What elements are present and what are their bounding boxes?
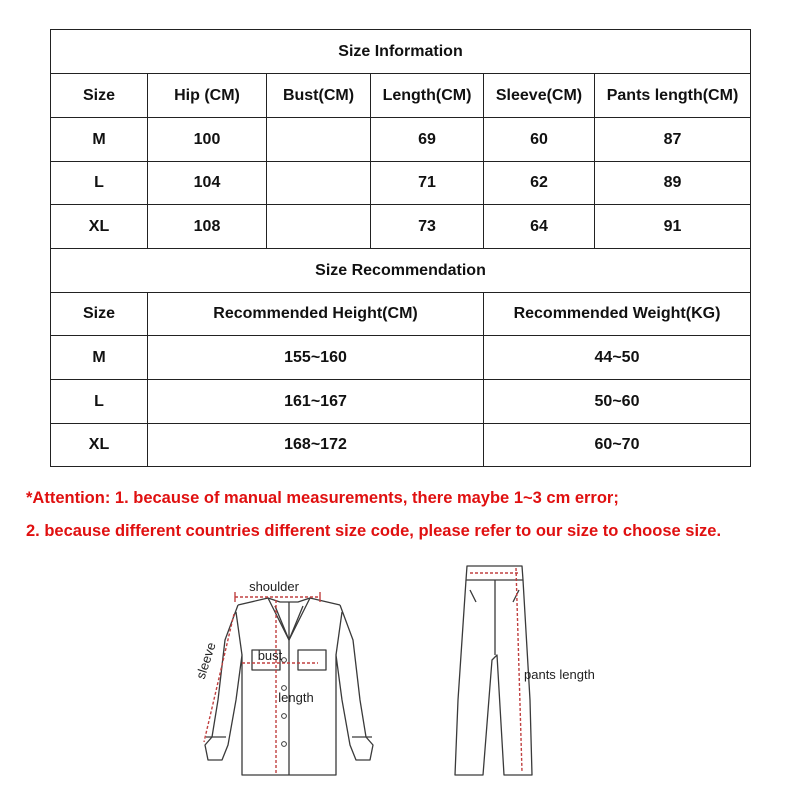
size-info-cell: L <box>50 161 148 205</box>
size-info-cell: 87 <box>594 117 751 162</box>
size-info-cell: 91 <box>594 204 751 249</box>
size-rec-cell: 44~50 <box>483 335 751 380</box>
size-info-cell: XL <box>50 204 148 249</box>
attention-note-line1: *Attention: 1. because of manual measurements, there maybe 1~3 cm error; <box>26 489 619 507</box>
size-info-header-pants-length: Pants length(CM) <box>594 73 751 118</box>
sleeve-label: sleeve <box>192 640 219 681</box>
size-rec-cell: 161~167 <box>147 379 484 424</box>
size-info-cell: M <box>50 117 148 162</box>
size-info-cell: 69 <box>370 117 484 162</box>
size-rec-header-height: Recommended Height(CM) <box>147 292 484 336</box>
length-label: length <box>278 690 314 705</box>
size-info-header-size: Size <box>50 73 148 118</box>
size-rec-cell: M <box>50 335 148 380</box>
size-info-cell: 100 <box>147 117 267 162</box>
pants-outline <box>455 566 532 775</box>
size-info-header-bust: Bust(CM) <box>266 73 371 118</box>
size-rec-header-weight: Recommended Weight(KG) <box>483 292 751 336</box>
size-info-cell: 89 <box>594 161 751 205</box>
size-info-cell: 62 <box>483 161 595 205</box>
size-info-cell: 104 <box>147 161 267 205</box>
shoulder-label: shoulder <box>249 579 299 594</box>
size-rec-cell: XL <box>50 423 148 467</box>
size-rec-cell: L <box>50 379 148 424</box>
pants-length-measure-line <box>516 568 522 772</box>
size-rec-title: Size Recommendation <box>50 248 751 293</box>
size-info-header-sleeve: Sleeve(CM) <box>483 73 595 118</box>
size-info-cell: 73 <box>370 204 484 249</box>
attention-note-line2: 2. because different countries different size code, please refer to our size to choose size. <box>26 522 722 540</box>
size-rec-cell: 168~172 <box>147 423 484 467</box>
size-info-cell: 71 <box>370 161 484 205</box>
size-info-cell: 64 <box>483 204 595 249</box>
size-info-header-hip: Hip (CM) <box>147 73 267 118</box>
size-info-cell: 108 <box>147 204 267 249</box>
bust-label: bust <box>257 648 283 663</box>
size-info-cell: 60 <box>483 117 595 162</box>
pants-length-label: pants length <box>524 667 595 682</box>
size-rec-cell: 60~70 <box>483 423 751 467</box>
size-info-title: Size Information <box>50 29 751 74</box>
size-info-header-length: Length(CM) <box>370 73 484 118</box>
size-rec-cell: 50~60 <box>483 379 751 424</box>
size-rec-header-size: Size <box>50 292 148 336</box>
size-rec-cell: 155~160 <box>147 335 484 380</box>
